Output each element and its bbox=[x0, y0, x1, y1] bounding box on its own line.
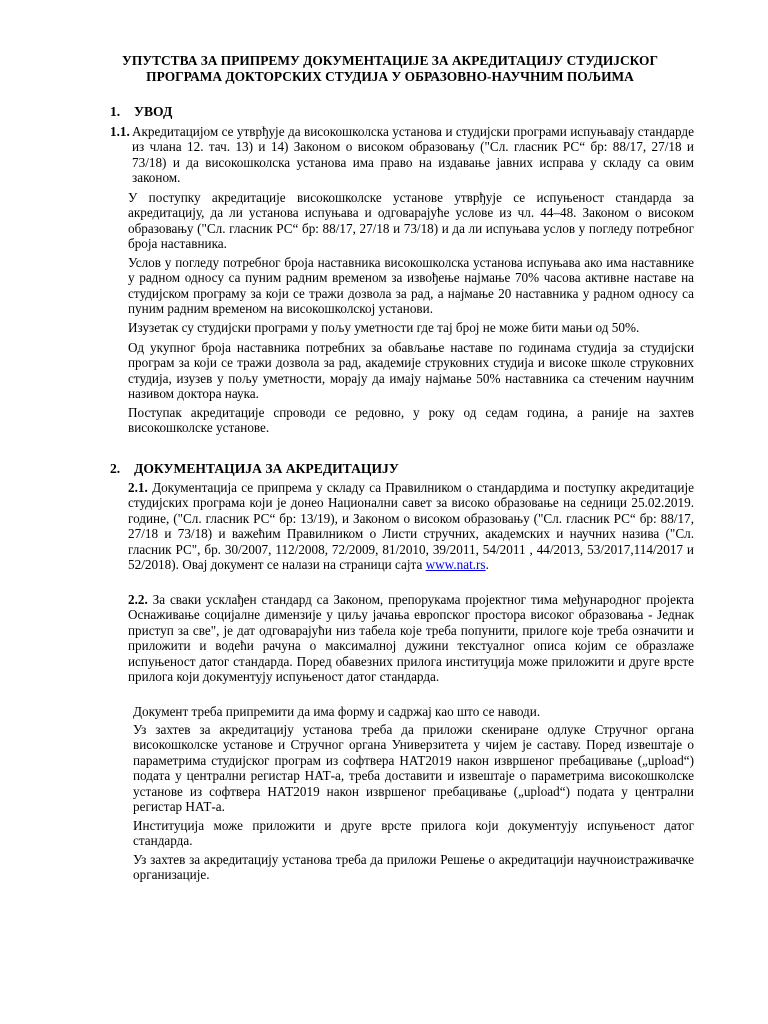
item-1-1-label: 1.1. bbox=[110, 124, 130, 139]
item-2-1-body: Документација се припрема у складу са Правилником о стандардима и поступку акредитације студијских програма који је донео Национални савет за високо образовање на седници 25.02.2019. године, ("Сл. гласник РС“ бр: 13/19), и Законом о високом образовању ("Сл. гласник РС“ бр: 88/17, 27/18 и 73/18) и важећим Правилником о Листи стручних, академских и научних назива ("Сл. гласник РС", бр. 30/2007, 112/2008, 72/2009, 81/2010, 39/2011, 54/2011 , 44/2013, 53/2017,114/2017 и 52/2018). Овај документ се налази на страници сајта bbox=[128, 480, 694, 573]
nat-website-link[interactable]: www.nat.rs bbox=[425, 557, 486, 573]
item-2-2 bbox=[128, 592, 694, 702]
section-1-paragraph-3: Услов у погледу потребног броја наставника високошколска установа испуњава ако има наставнике у радном односу са пуним радним временом за извођење најмање 70% часова активне наставе на студијском програму за који се тражи дозвола за рад, а најмање 20 наставника у радном односу са пуним радним временом на високошколској установи. bbox=[128, 255, 694, 317]
item-2-2-body: За сваки усклађен стандард са Законом, препорукама пројектног тима међународног пројекта Оснаживање социјалне димензије у циљу јачања европског простора високог образовања - Једнак приступ за све", је дат одговарајући низ табела које треба попунити, прилоге које треба означити и приложити и водећи рачуна о максималној дужини текстуалног описа којим се образлаже испуњеност датог стандарда. Поред обавезних прилога институција може приложити и друге врсте прилога који документују испуњеност датог стандарда. bbox=[128, 592, 694, 685]
section-1-title: УВОД bbox=[134, 104, 173, 119]
document-title: УПУТСТВА ЗА ПРИПРЕМУ ДОКУМЕНТАЦИЈЕ ЗА АКРЕДИТАЦИЈУ СТУДИЈСКОГ ПРОГРАМА ДОКТОРСКИХ СТУДИЈА У ОБРАЗОВНО-НАУЧНИМ ПОЉИМА bbox=[122, 53, 658, 84]
item-2-1-end: . bbox=[485, 557, 489, 573]
section-2-title: ДОКУМЕНТАЦИЈА ЗА АКРЕДИТАЦИЈУ bbox=[134, 461, 399, 476]
section-1-paragraph-2: У поступку акредитације високошколске установе утврђује се испуњеност стандарда за акредитацију, да ли установа испуњава и одговарајуће услове из чл. 44–48. Законом о високом образовању ("Сл. гласник РС“ бр: 88/17, 27/18 и 73/18) и да ли испуњава услов у погледу потребног броја наставника. bbox=[128, 190, 694, 252]
section-1-paragraph-6: Поступак акредитације спроводи се редовно, у року од седам година, а раније на захтев високошколске установе. bbox=[128, 405, 694, 436]
item-2-2-label: 2.2. bbox=[128, 592, 148, 607]
item-2-2-text bbox=[128, 592, 694, 684]
section-2-paragraph-6: Уз захтев за акредитацију установа треба да приложи Решење о акредитацији научноистраживачке организације. bbox=[133, 852, 694, 883]
section-1-number: 1. bbox=[110, 104, 121, 119]
section-1-heading bbox=[110, 104, 172, 119]
section-2-number: 2. bbox=[110, 461, 121, 476]
section-2-paragraph-3: Документ треба припремити да има форму и садржај као што се наводи. bbox=[133, 704, 541, 719]
item-2-1-text bbox=[128, 480, 694, 572]
item-1-1-text: Акредитацијом се утврђује да високошколска установа и студијски програми испуњавају стандарде из члана 12. тач. 13) и 14) Законом о високом образовању ("Сл. гласник РС“ бр: 88/17, 27/18 и 73/18) и да високошколска установа има право на издавање јавних исправа у складу са овим законом. bbox=[132, 124, 694, 186]
item-2-1 bbox=[128, 480, 694, 590]
item-1-1 bbox=[110, 124, 694, 186]
item-2-1-label: 2.1. bbox=[128, 480, 148, 495]
section-2-paragraph-5: Институција може приложити и друге врсте прилога који документују испуњеност датог стандарда. bbox=[133, 818, 694, 849]
section-1-paragraph-4: Изузетак су студијски програми у пољу уметности где тај број не може бити мањи од 50%. bbox=[128, 320, 640, 335]
section-1-paragraph-5: Од укупног броја наставника потребних за обављање наставе по годинама студија за студијски програм за који се тражи дозвола за рад, академије струковних студија и високе школе струковних студија, изузев у пољу уметности, морају да имају најмање 50% наставника са стеченим научним називом доктора наука. bbox=[128, 340, 694, 402]
section-2-paragraph-4: Уз захтев за акредитацију установа треба да приложи скениране одлуке Стручног органа високошколске установе и Стручног органа Универзитета у чијем је саставу. Поред извештаје о параметрима студијског програм из софтвера НАТ2019 након извршеног пребацивање („upload“) подата у централни регистар НАТ-а, треба доставити и извештаје о параметрима високошколске установе из софтвера НАТ2019 након извршеног пребацивање („upload“) подата у централни регистар НАТ-а. bbox=[133, 722, 694, 815]
section-2-heading bbox=[110, 461, 399, 476]
